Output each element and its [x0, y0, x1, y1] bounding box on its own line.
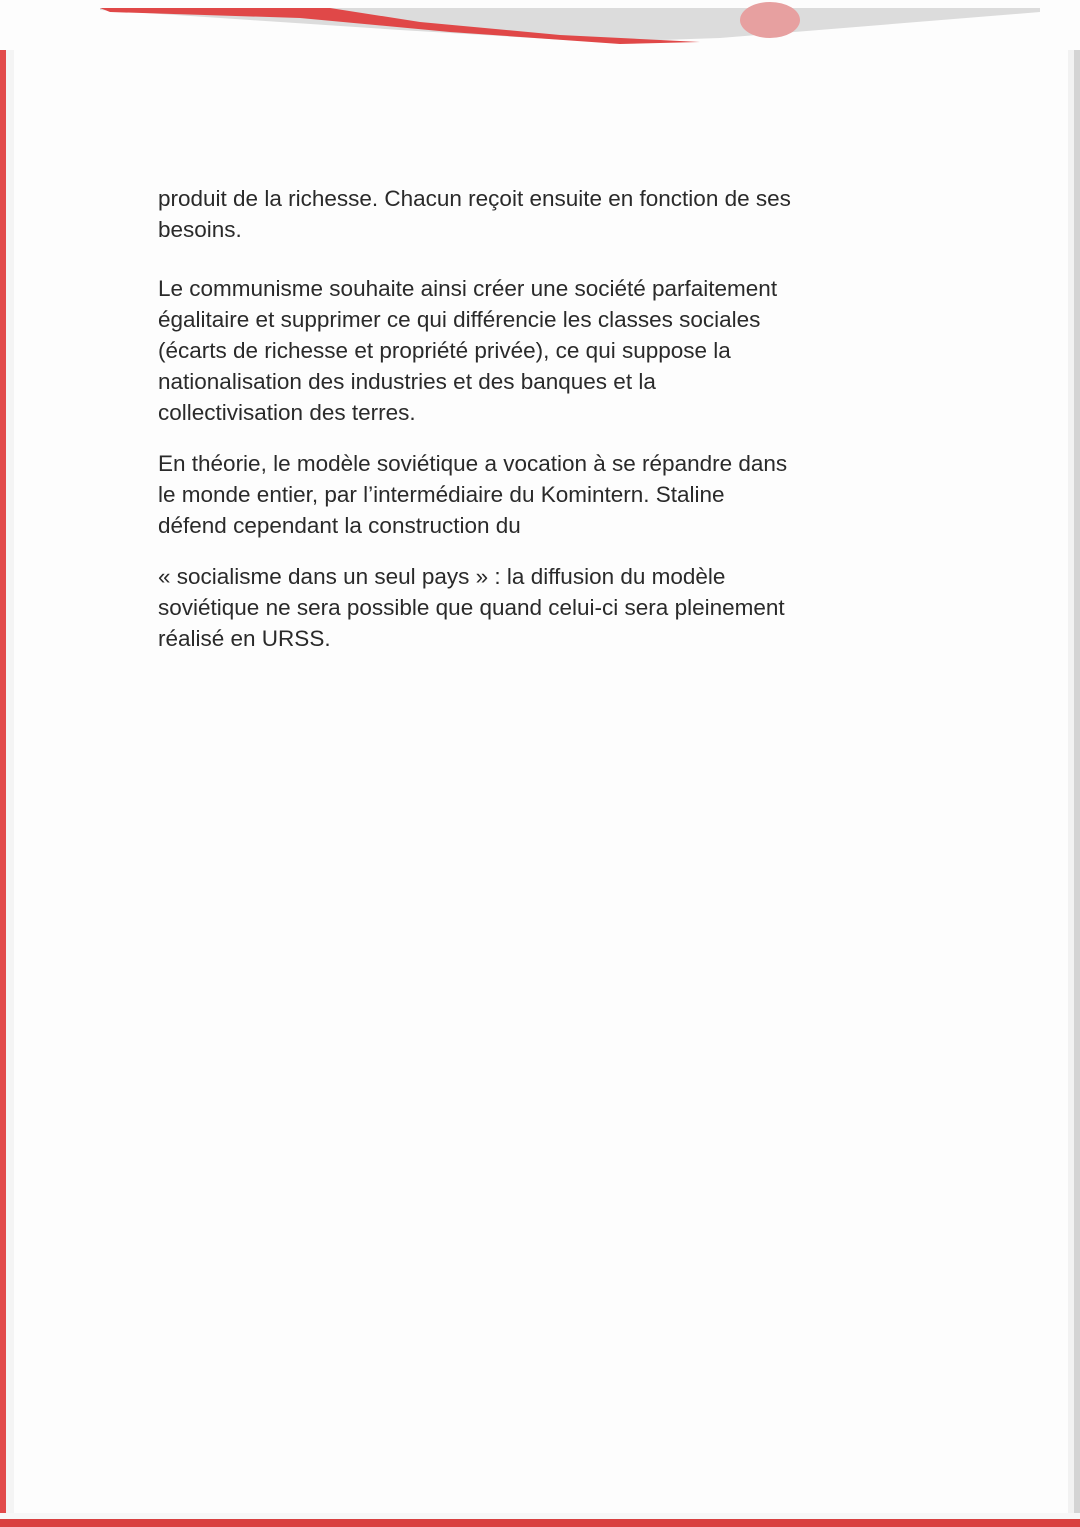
document-body: [158, 183, 938, 674]
text-line: défend cependant la construction du: [158, 513, 521, 538]
text-line: (écarts de richesse et propriété privée), ce qui suppose la: [158, 338, 731, 363]
text-line: nationalisation des industries et des banques et la: [158, 369, 656, 394]
paper-edge-top: [0, 0, 1080, 50]
text-line: Le communisme souhaite ainsi créer une société parfaitement: [158, 276, 778, 301]
text-line: collectivisation des terres.: [158, 400, 416, 425]
text-line: le monde entier, par l’intermédiaire du Komintern. Staline: [158, 482, 725, 507]
text-line: produit de la richesse. Chacun reçoit ensuite en fonction de ses: [158, 186, 791, 211]
text-line: besoins.: [158, 217, 242, 242]
text-line: « socialisme dans un seul pays » : la diffusion du modèle: [158, 564, 726, 589]
paper-edge-left: [0, 0, 14, 1527]
text-line: réalisé en URSS.: [158, 626, 331, 651]
paper-edge-bottom: [0, 1513, 1080, 1527]
paper-edge-right: [1068, 0, 1080, 1527]
paragraph-4: [158, 561, 938, 654]
text-line: En théorie, le modèle soviétique a vocation à se répandre dans: [158, 451, 788, 476]
text-line: égalitaire et supprimer ce qui différencie les classes sociales: [158, 307, 761, 332]
text-line: soviétique ne sera possible que quand celui-ci sera pleinement: [158, 595, 785, 620]
paragraph-1: [158, 183, 938, 245]
paragraph-3: [158, 448, 938, 541]
paragraph-2: [158, 273, 938, 428]
